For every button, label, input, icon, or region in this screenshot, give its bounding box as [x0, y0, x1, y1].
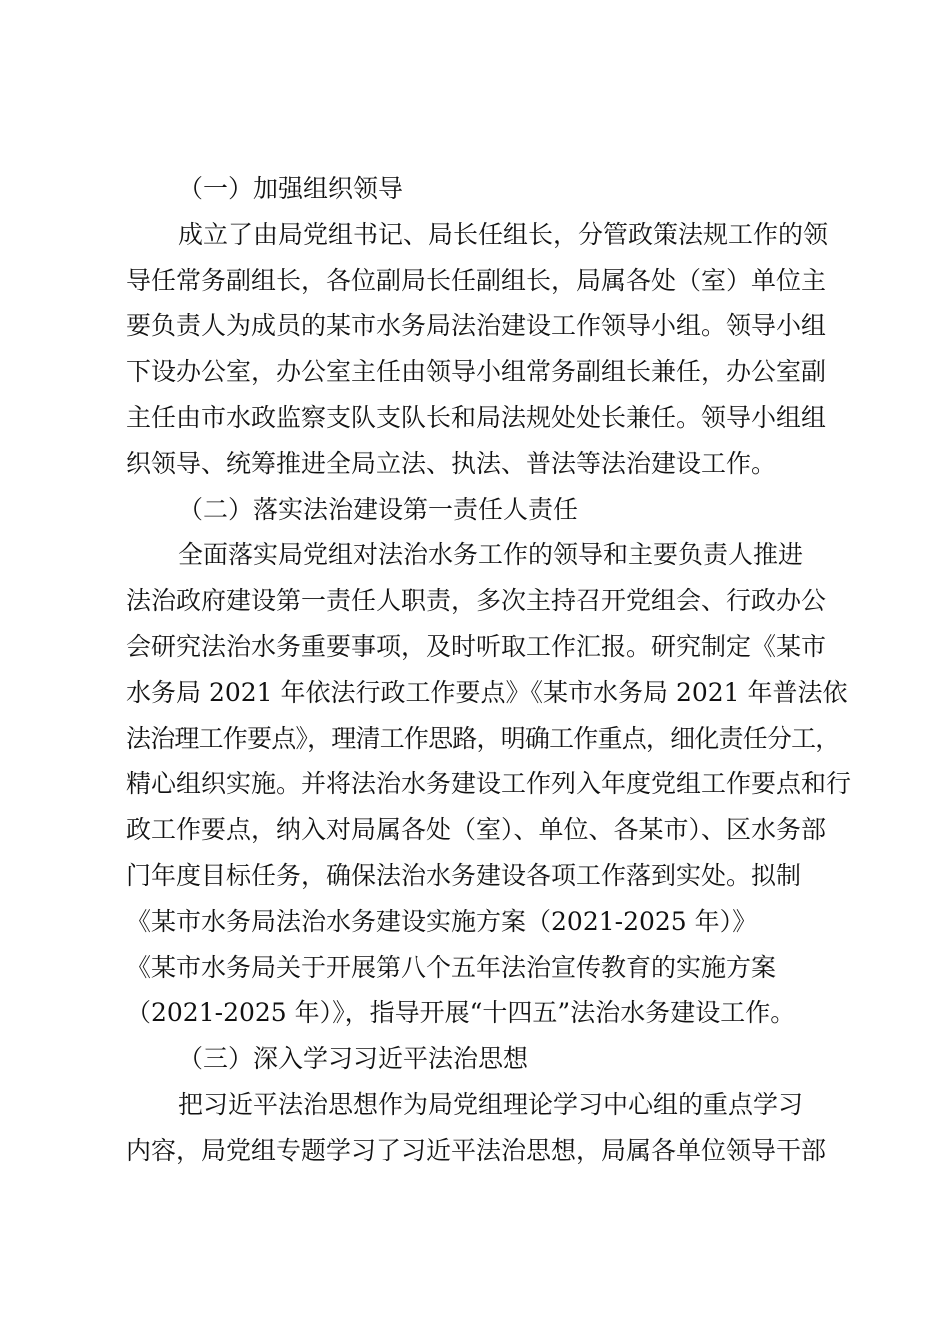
paragraph-line: 政工作要点，纳入对局属各处（室）、单位、各某市）、区水务部	[126, 815, 827, 845]
paragraph-line: 成立了由局党组书记、局长任组长，分管政策法规工作的领	[178, 219, 829, 249]
section-heading-3: （三）深入学习习近平法治思想	[178, 1044, 529, 1074]
paragraph-line: 《某市水务局法治水务建设实施方案（2021-2025 年）》	[126, 906, 758, 936]
paragraph-line: 把习近平法治思想作为局党组理论学习中心组的重点学习	[178, 1089, 804, 1119]
section-heading-1: （一）加强组织领导	[178, 174, 404, 203]
paragraph-line: 全面落实局党组对法治水务工作的领导和主要负责人推进	[178, 540, 804, 570]
paragraph-line: 《某市水务局关于开展第八个五年法治宣传教育的实施方案	[126, 952, 777, 982]
section-heading-2: （二）落实法治建设第一责任人责任	[178, 494, 579, 524]
paragraph-line: 下设办公室，办公室主任由领导小组常务副组长兼任，办公室副	[126, 357, 827, 387]
paragraph-line: 法治理工作要点》，理清工作思路，明确工作重点，细化责任分工，	[126, 723, 840, 753]
paragraph-line: （2021-2025 年）》，指导开展“十四五”法治水务建设工作。	[126, 998, 796, 1028]
document-body	[126, 166, 866, 1174]
paragraph-line: 要负责人为成员的某市水务局法治建设工作领导小组。领导小组	[126, 311, 827, 341]
paragraph-line: 法治政府建设第一责任人职责，多次主持召开党组会、行政办公	[126, 586, 827, 616]
paragraph-line: 织领导、统筹推进全局立法、执法、普法等法治建设工作。	[126, 448, 777, 478]
paragraph-line: 内容，局党组专题学习了习近平法治思想，局属各单位领导干部	[126, 1135, 827, 1165]
paragraph-line: 水务局 2021 年依法行政工作要点》《某市水务局 2021 年普法依	[126, 677, 848, 707]
paragraph-line: 导任常务副组长，各位副局长任副组长，局属各处（室）单位主	[126, 265, 827, 295]
paragraph-line: 主任由市水政监察支队支队长和局法规处处长兼任。领导小组组	[126, 402, 827, 432]
paragraph-line: 会研究法治水务重要事项，及时听取工作汇报。研究制定《某市	[126, 631, 827, 661]
paragraph-line: 精心组织实施。并将法治水务建设工作列入年度党组工作要点和行	[126, 769, 852, 799]
paragraph-line: 门年度目标任务，确保法治水务建设各项工作落到实处。拟制	[126, 860, 802, 890]
